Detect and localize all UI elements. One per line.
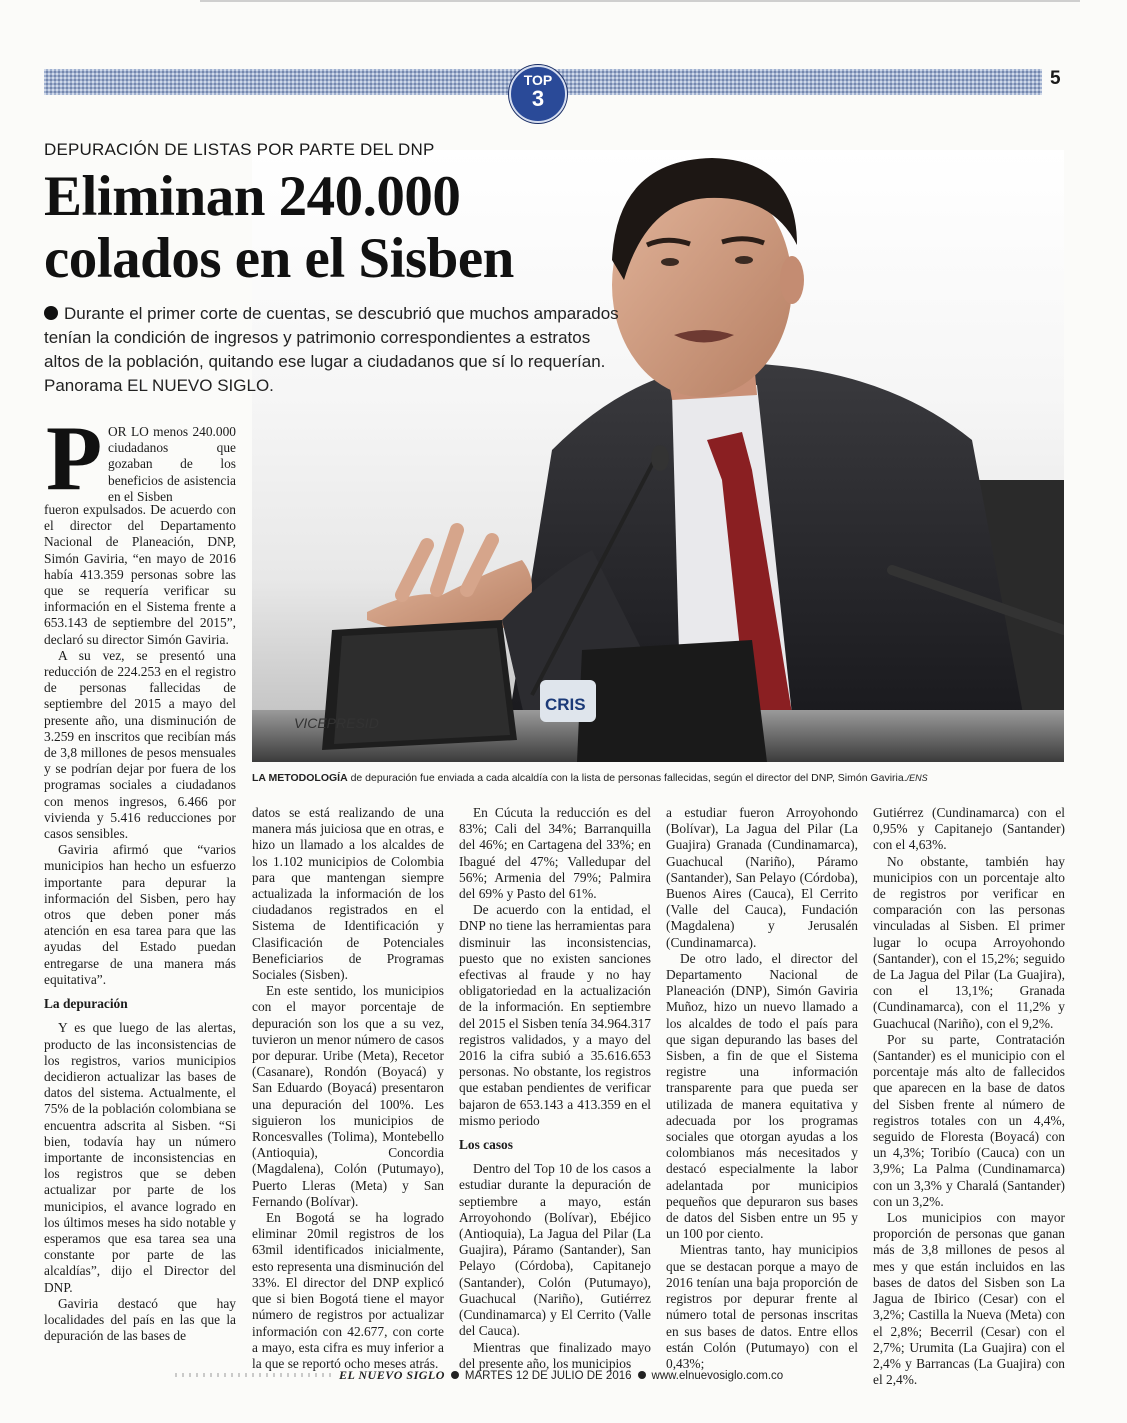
subhead-los-casos: Los casos: [459, 1137, 513, 1153]
paragraph: Mientras tanto, hay municipios que se destacan porque a mayo de 2016 tenían una baja proporción de registros por depurar frente al número total de personas inscritas en sus bases de datos. Entre ellos están Colón (Putumayo) con el 0,43%;: [666, 1242, 858, 1371]
scan-noise: [175, 1373, 335, 1377]
column-1-top: [108, 424, 236, 505]
paragraph: Los municipios con mayor proporción de personas que ganan más de 3,8 millones de pesos al mes y que están incluidos en las bases de datos del Sisben son La Jagua de Ibirico (Cesar) con el 3,2%; Castilla la Nueva (Meta) con el 2,8%; Becerril (Cesar) con el 2,7%; Urumita (La Guajira) con el 2,4% y Barrancas (La Guajira) con el 2,4%.: [873, 1210, 1065, 1388]
kicker: DEPURACIÓN DE LISTAS POR PARTE DEL DNP: [44, 140, 435, 159]
paragraph: Mientras que finalizado mayo del presente año, los municipios: [459, 1339, 651, 1371]
placard-label: VICEPRESID: [294, 715, 379, 731]
column-3: [459, 805, 651, 1372]
top-rule: [200, 0, 1080, 2]
paragraph: datos se está realizando de una manera más juiciosa que en otras, e hizo un llamado a los alcaldes de los 1.102 municipios de Colombia para que mantengan siempre actualizada la información de los ciudadanos registrados en el Sistema de Identificación y Clasificación de Potenciales Beneficiarios de Programas Sociales (Sisben).: [252, 805, 444, 983]
paragraph: A su vez, se presentó una reducción de 224.253 en el registro de personas fallecidas de septiembre del 2015 a mayo del presente año, una disminución de 3.259 en inscritos que recibían más de 3,8 millones de pesos mensuales y se podrían dejar por fuera de los programas sociales a ciudadanos con menos ingresos, 6.466 por vivienda y 5.416 reducciones por casos sensibles.: [44, 647, 236, 842]
paragraph: De acuerdo con la entidad, el DNP no tiene las herramientas para disminuir las inconsistencias, puesto que no existen sanciones efectivas al fraude y no hay obligatoriedad en la actualización de la información. En septiembre del 2015 el Sisben tenía 34.964.317 registros validados, y a mayo del 2016 la cifra subió a 35.616.653 personas. No obstante, los registros que estaban pendientes de verificar bajaron de 653.143 a 413.359 en el mismo periodo: [459, 902, 651, 1128]
headline: Eliminan 240.000 colados en el Sisben: [44, 165, 514, 290]
paragraph: Gaviria afirmó que “varios municipios han hecho un esfuerzo importante para depurar la información del Sisben, pero hay otros que deben poner más atención en esa tarea para que las ayudas del Estado puedan entregarse de una manera más equitativa”.: [44, 842, 236, 987]
dek-text: Durante el primer corte de cuentas, se descubrió que muchos amparados tenían la condición de ingresos y patrimonio correspondientes a estratos altos de la población, quitando ese lugar a ciudadanos que sí lo requerían. Panorama EL NUEVO SIGLO.: [44, 304, 619, 395]
footer-date: MARTES 12 DE JULIO DE 2016: [464, 1370, 632, 1382]
lead-paragraph-start: OR LO menos 240.000 ciudadanos que gozaban de los beneficios de asistencia en el Sisben: [108, 424, 236, 504]
drop-cap: P: [46, 407, 103, 509]
top-3-badge: [509, 65, 567, 123]
column-4: [666, 805, 858, 1372]
column-5: [873, 805, 1065, 1388]
mic-label: CRIS: [545, 695, 586, 714]
photo-caption: [252, 772, 1064, 784]
badge-top-label: TOP: [523, 72, 553, 88]
newspaper-logo: EL NUEVO SIGLO: [339, 1368, 445, 1382]
footer-url[interactable]: www.elnuevosiglo.com.co: [651, 1370, 784, 1382]
column-2: [252, 805, 444, 1372]
paragraph: Gaviria destacó que hay localidades del país en las que la depuración de las bases de: [44, 1295, 236, 1344]
paragraph: En este sentido, los municipios con el mayor porcentaje de depuración son los que a su vez, tuvieron un menor número de casos por depurar. Uribe (Meta), Recetor (Casanare), Rondón (Boyacá) y San Eduardo (Boyacá) presentaron una depuración del 100%. Les siguieron los municipios de Roncesvalles (Tolima), Montebello (Antioquia), Concordia (Magdalena), Colón (Putumayo), Puerto Lleras (Meta) y San Fernando (Bolívar).: [252, 983, 444, 1209]
caption-credit: /ENS: [906, 773, 928, 783]
caption-text: de depuración fue enviada a cada alcaldía con la lista de personas fallecidas, según el director del DNP, Simón Gaviria.: [347, 772, 907, 784]
page-footer: [339, 1368, 783, 1383]
separator-dot-icon: [451, 1371, 459, 1379]
badge-number: 3: [531, 86, 545, 111]
paragraph: fueron expulsados. De acuerdo con el director del Departamento Nacional de Planeación, DNP, Simón Gaviria, “en mayo de 2016 había 413.359 personas sobre las que se requería verificar su información en el Sistema frente a 653.143 de septiembre del 2015”, declaró su director Simón Gaviria.: [44, 502, 236, 647]
subhead-la-depuracion: La depuración: [44, 996, 128, 1012]
paragraph: No obstante, también hay municipios con un porcentaje alto de registros por verificar en comparación con las personas vinculadas al Sisben. El primer lugar lo ocupa Arroyohondo (Santander), con el 15,2%; seguido de La Jagua del Pilar (La Guajira), con el 13,1%; Granada (Cundinamarca), con el 11,2% y Guachucal (Nariño), con el 9,2%.: [873, 853, 1065, 1031]
paragraph: Por su parte, Contratación (Santander) es el municipio con el porcentaje más alto de fallecidos que aparecen en la base de datos del Sisben frente al número de registros totales con un 4,4%, seguido de Floresta (Boyacá) con un 4,3%; Toribío (Cauca) con un 3,9%; La Palma (Cundinamarca) con un 3,3% y Charalá (Santander) con un 3,2%.: [873, 1031, 1065, 1209]
paragraph: En Cúcuta la reducción es del 83%; Cali del 34%; Barranquilla del 46%; en Cartagena del 33%; en Ibagué del 47%; Valledupar del 56%; Armenia del 79%; Palmira del 69% y Pasto del 61%.: [459, 805, 651, 902]
separator-dot-icon: [638, 1371, 646, 1379]
caption-lead: LA METODOLOGÍA: [252, 772, 348, 784]
bullet-icon: [44, 306, 58, 320]
paragraph: a estudiar fueron Arroyohondo (Bolívar), La Jagua del Pilar (La Guajira) Granada (Cundinamarca), Guachucal (Nariño), Páramo (Santander), San Pelayo (Córdoba), Buenos Aires (Cauca), El Cerrito (Valle del Cauca), Fundación (Magdalena) y Jerusalén (Cundinamarca).: [666, 805, 858, 950]
column-1: [44, 502, 236, 1344]
paragraph: Y es que luego de las alertas, producto de las inconsistencias de los registros, varios municipios decidieron actualizar las bases de datos del sistema. Actualmente, el 75% de la población colombiana se encuentra adscrita al Sisben. “Si bien, todavía hay un número importante de inconsistencias en los registros que se deben actualizar por parte de los municipios, el avance logrado en los últimos meses ha sido notable y esperamos que esa tarea sea una constante por parte de las alcaldías”, dijo el Director del DNP.: [44, 1020, 236, 1295]
paragraph: Dentro del Top 10 de los casos a estudiar durante la depuración de septiembre a mayo, están Arroyohondo (Bolívar), Ebéjico (Antioquia), La Jagua del Pilar (La Guajira), Páramo (Santander), San Pelayo (Córdoba), Capitanejo (Santander), Colón (Putumayo), Guachucal (Nariño), Gutiérrez (Cundinamarca) y El Cerrito (Valle del Cauca).: [459, 1161, 651, 1339]
page-number: 5: [1050, 68, 1061, 89]
paragraph: De otro lado, el director del Departamento Nacional de Planeación (DNP), Simón Gaviria Muñoz, hizo un nuevo llamado a los alcaldes de todo el país para que sigan depurando las bases del Sisben, a fin de que el Sistema registre una información transparente para que pueda ser utilizada de manera equitativa y adecuada por los programas sociales que otorgan ayudas a los colombianos más necesitados y destacó especialmente la labor adelantada por municipios pequeños que depuraron sus bases de datos del Sisben entre un 95 y un 100 por ciento.: [666, 950, 858, 1242]
paragraph: En Bogotá se ha logrado eliminar 20mil registros de los 63mil identificados inicialmente, esto representa una disminución del 33%. El director del DNP explicó que si bien Bogotá tiene el mayor número de registros por actualizar información con 42.677, con corte a mayo, esta cifra es muy inferior a la que se reportó ocho meses atrás.: [252, 1210, 444, 1371]
dek: [44, 302, 624, 398]
paragraph: Gutiérrez (Cundinamarca) con el 0,95% y Capitanejo (Santander) con el 4,63%.: [873, 805, 1065, 853]
